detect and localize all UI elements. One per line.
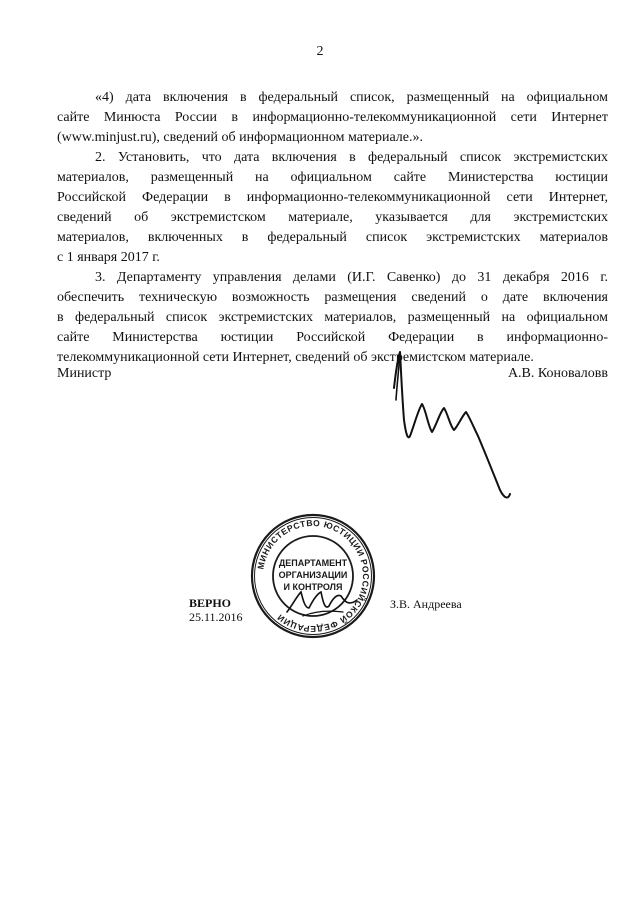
- text-line: материалов, включенных в федеральный список экстремистских материалов: [57, 230, 608, 245]
- page-number: 2: [316, 44, 324, 59]
- text-line: телекоммуникационной сети Интернет, сведений об экстремистском материале.: [57, 350, 534, 365]
- stamp-inner-line: ОРГАНИЗАЦИИ: [278, 570, 348, 580]
- handwritten-signature-icon: [384, 340, 534, 510]
- paragraph-2: [57, 148, 608, 268]
- stamp-inner-line: ДЕПАРТАМЕНТ: [278, 558, 348, 568]
- verifier-signature-icon: [283, 582, 363, 622]
- stamp-outer-text: МИНИСТЕРСТВО ЮСТИЦИИ РОССИЙСКОЙ ФЕДЕРАЦИИ: [255, 517, 372, 635]
- text-line: с 1 января 2017 г.: [57, 250, 160, 265]
- verifier-name: З.В. Андреева: [390, 597, 462, 611]
- document-body: [57, 88, 608, 368]
- minister-title: Министр: [57, 366, 112, 381]
- stamp-inner-line: И КОНТРОЛЯ: [283, 582, 343, 592]
- text-line: 2. Установить, что дата включения в федеральный список экстремистских: [95, 150, 608, 165]
- text-line: сайте Министерства юстиции Российской Федерации в информационно-: [57, 330, 608, 345]
- text-line: «4) дата включения в федеральный список, размещенный на официальном: [95, 90, 608, 105]
- certification-label: ВЕРНО: [189, 596, 232, 610]
- certification-date: 25.11.2016: [189, 610, 243, 624]
- text-line: сведений об экстремистском материале, указывается для экстремистских: [57, 210, 608, 225]
- text-line: (www.minjust.ru), сведений об информационном материале.».: [57, 130, 423, 145]
- text-line: обеспечить техническую возможность размещения сведений о дате включения: [57, 290, 608, 305]
- text-line: в федеральный список экстремистских материалов, размещенный на официальном: [57, 310, 608, 325]
- paragraph-1: [57, 88, 608, 148]
- minister-name: А.В. Коноваловв: [507, 366, 608, 381]
- certification-block: [189, 596, 243, 624]
- text-line: Российской Федерации в информационно-телекоммуникационной сети Интернет,: [57, 190, 608, 205]
- text-line: материалов, размещенный на официальном сайте Министерства юстиции: [57, 170, 608, 185]
- text-line: сайте Минюста России в информационно-телекоммуникационной сети Интернет: [57, 110, 608, 125]
- text-line: 3. Департаменту управления делами (И.Г. Савенко) до 31 декабря 2016 г.: [95, 270, 608, 285]
